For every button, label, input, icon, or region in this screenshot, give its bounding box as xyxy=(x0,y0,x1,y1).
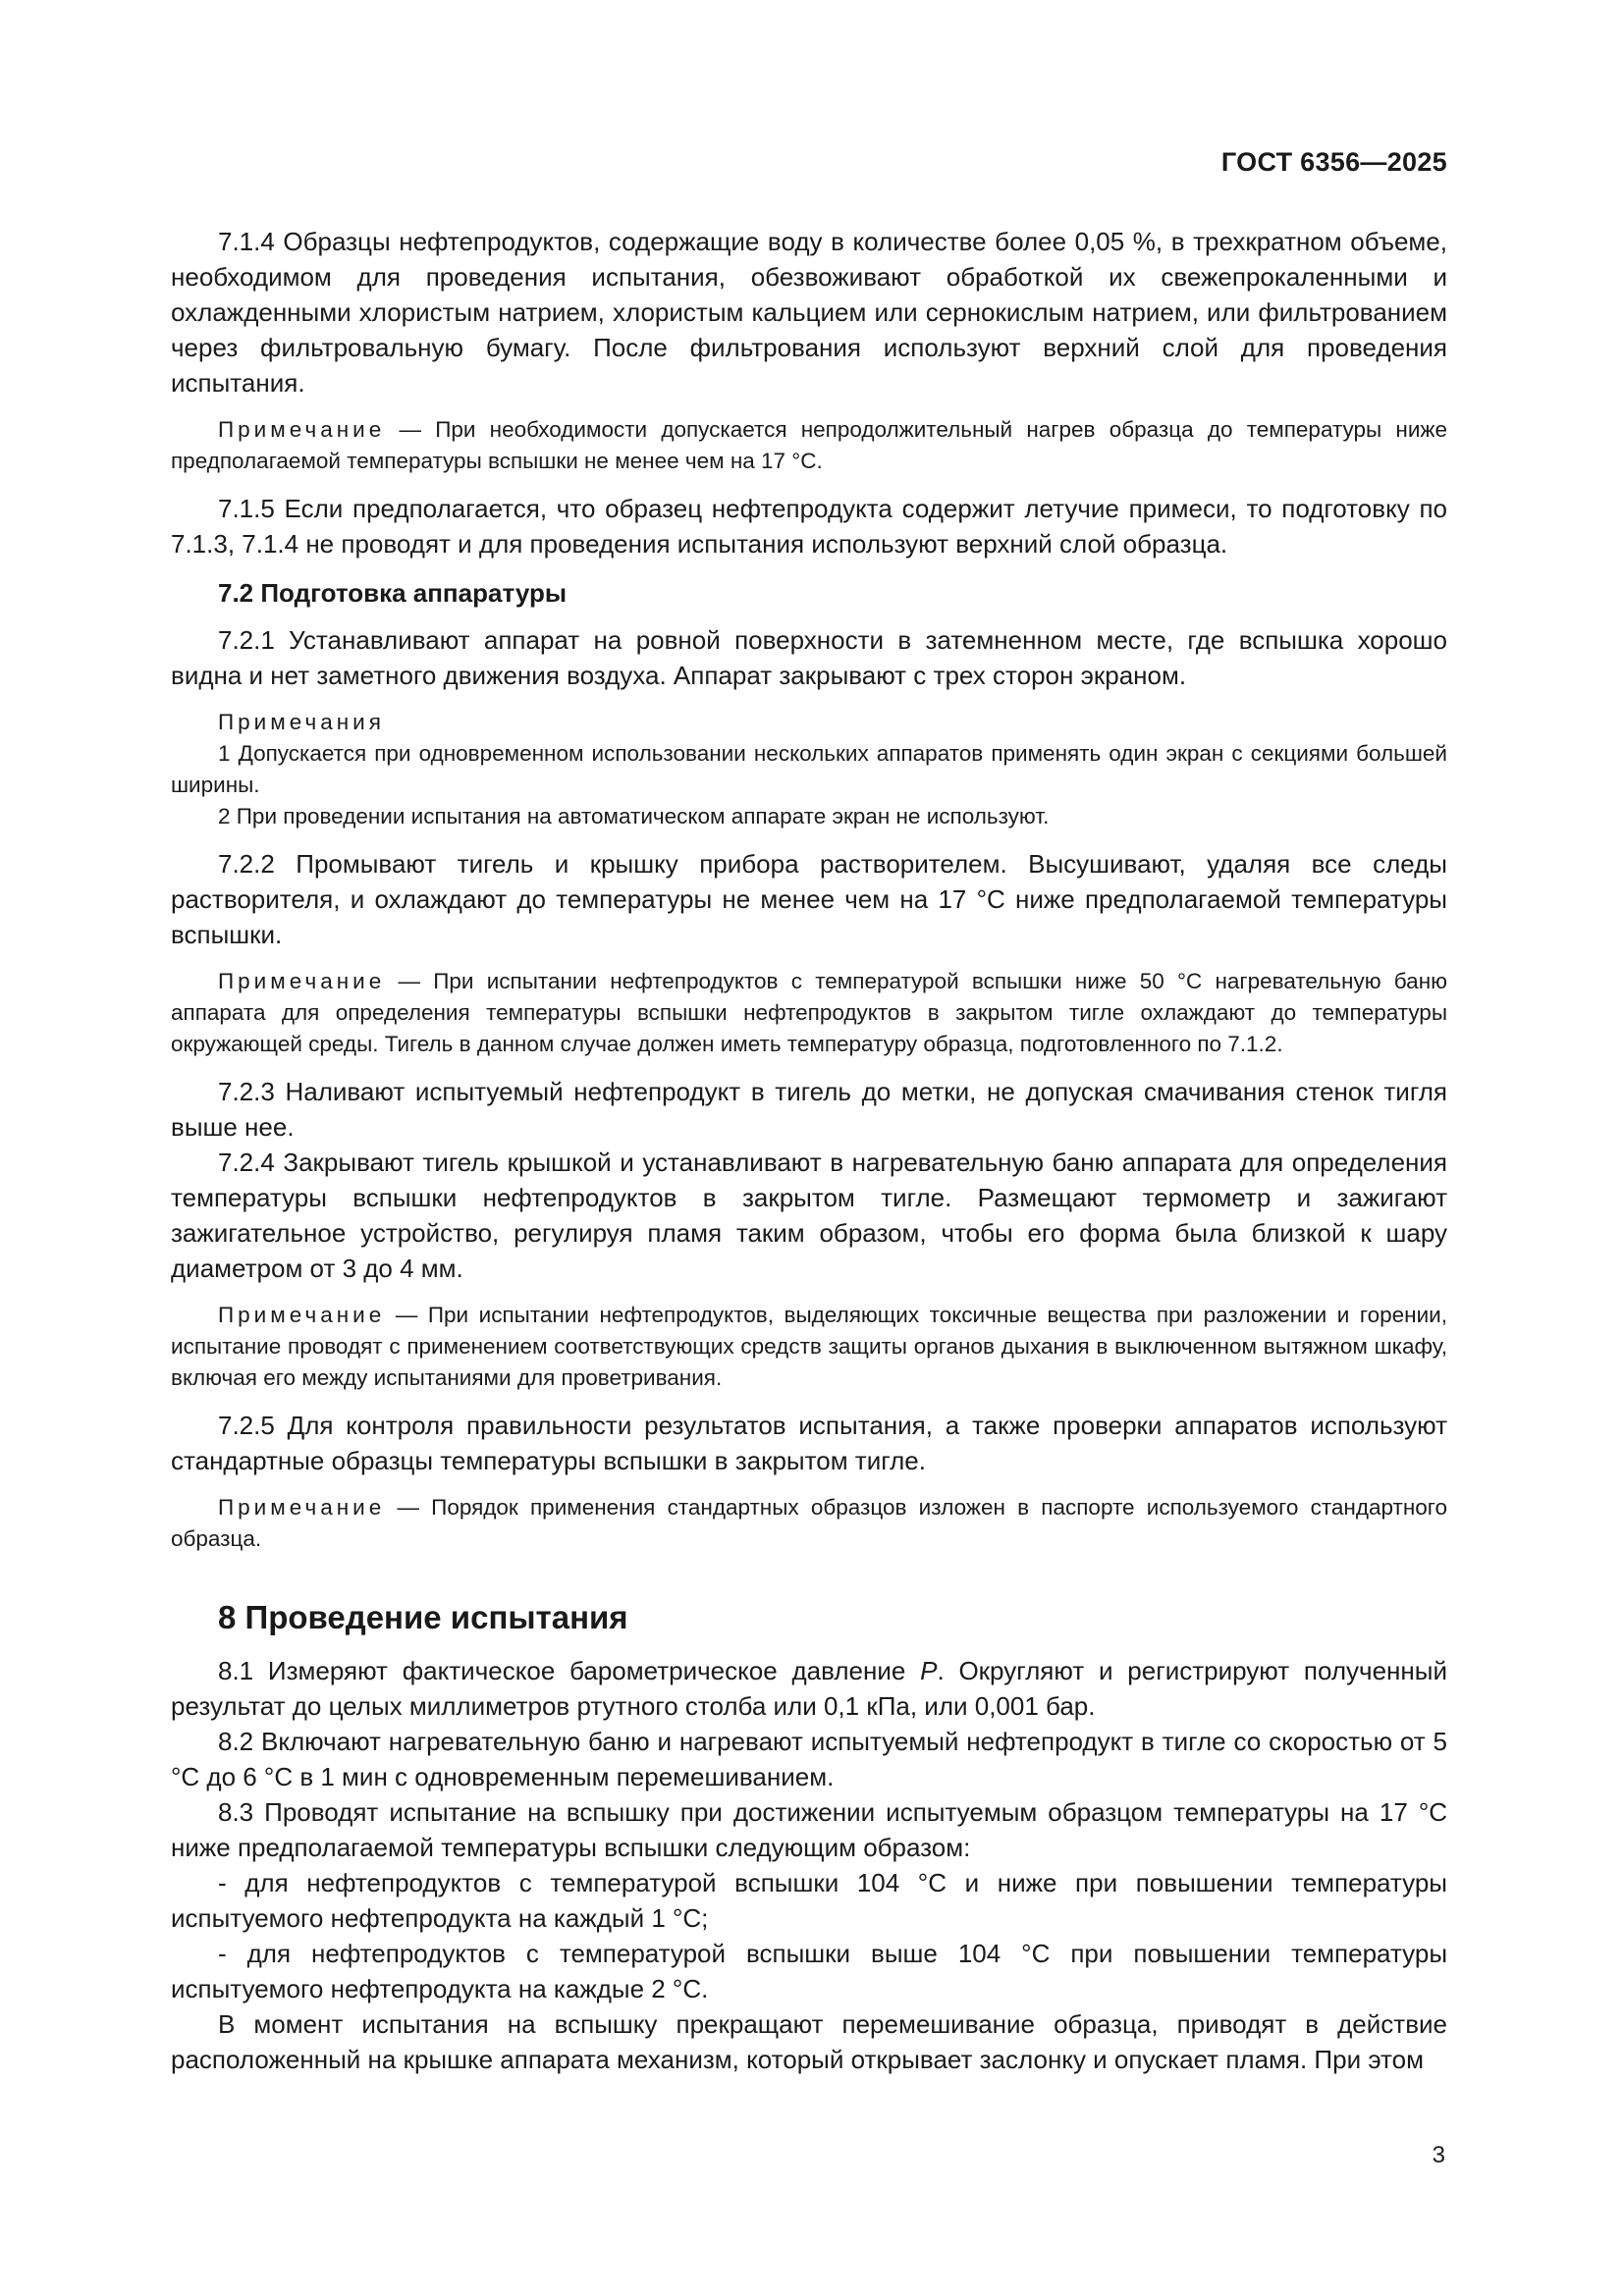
paragraph-8-3-continued: В момент испытания на вспышку прекращают перемешивание образца, приводят в действие расположенный на крышке аппарата механизм, который открывает заслонку и опускает пламя. При этом xyxy=(171,2009,1447,2074)
note-label: Примечание xyxy=(218,417,386,442)
paragraph-7-2-5: 7.2.5 Для контроля правильности результатов испытания, а также проверки аппаратов используют стандартные образцы температуры вспышки в закрытом тигле. xyxy=(171,1411,1447,1475)
note-7-2-2 xyxy=(171,966,1447,1060)
note-item: 2 При проведении испытания на автоматическом аппарате экран не используют. xyxy=(218,804,1050,828)
page-number: 3 xyxy=(1432,2142,1445,2168)
note-label: Примечание xyxy=(218,1495,386,1520)
paragraph-8-3: 8.3 Проводят испытание на вспышку при достижении испытуемым образцом температуры на 17 °С ниже предполагаемой температуры вспышки следующим образом: xyxy=(171,1797,1447,1862)
note-text: — Порядок применения стандартных образцов изложен в паспорте используемого стандартного образца. xyxy=(171,1495,1447,1551)
paragraph-8-1-start: 8.1 Измеряют фактическое барометрическое давление xyxy=(218,1656,921,1685)
note-7-2-5 xyxy=(171,1492,1447,1555)
paragraph-8-1-end: . Округляют и регистрируют полученный результат до целых миллиметров ртутного столба или 0,1 кПа, или 0,001 бар. xyxy=(171,1656,1447,1721)
note-item: 1 Допускается при одновременном использовании нескольких аппаратов применять один экран с секциями большей ширины. xyxy=(171,741,1447,797)
note-label: Примечание xyxy=(218,969,386,993)
paragraph-7-2-2: 7.2.2 Промывают тигель и крышку прибора растворителем. Высушивают, удаляя все следы растворителя, и охлаждают до температуры не менее чем на 17 °С ниже предполагаемой температуры вспышки. xyxy=(171,849,1447,949)
note-text: — При испытании нефтепродуктов, выделяющих токсичные вещества при разложении и горении, испытание проводят с применением соответствующих средств защиты органов дыхания в выключенном вытяжном шкафу, включая его между испытаниями для проветривания. xyxy=(171,1303,1447,1390)
paragraph-7-2-1: 7.2.1 Устанавливают аппарат на ровной поверхности в затемненном месте, где вспышка хорошо видна и нет заметного движения воздуха. Аппарат закрывают с трех сторон экраном. xyxy=(171,625,1447,690)
page-content xyxy=(171,224,1447,2077)
section-heading-8: 8 Проведение испытания xyxy=(218,1599,628,1635)
paragraph-7-1-4: 7.1.4 Образцы нефтепродуктов, содержащие воду в количестве более 0,05 %, в трехкратном объеме, необходимом для проведения испытания, обезвоживают обработкой их свежепрокаленными и охлажденными хлористым натрием, хлористым кальцием или сернокислым натрием, или фильтрованием через фильтровальную бумагу. После фильтрования используют верхний слой для проведения испытания. xyxy=(171,227,1447,398)
note-7-1-4 xyxy=(171,414,1447,477)
pressure-variable: P xyxy=(920,1656,938,1685)
paragraph-7-2-3: 7.2.3 Наливают испытуемый нефтепродукт в тигель до метки, не допуская смачивания стенок тигля выше нее. xyxy=(171,1077,1447,1142)
note-label: Примечание xyxy=(218,1303,386,1327)
paragraph-7-1-5: 7.1.5 Если предполагается, что образец нефтепродукта содержит летучие примеси, то подготовку по 7.1.3, 7.1.4 не проводят и для проведения испытания используют верхний слой образца. xyxy=(171,494,1447,559)
paragraph-7-2-4: 7.2.4 Закрывают тигель крышкой и устанавливают в нагревательную баню аппарата для определения температуры вспышки нефтепродуктов в закрытом тигле. Размещают термометр и зажигают зажигательное устройство, регулируя пламя таким образом, чтобы его форма была близкой к шару диаметром от 3 до 4 мм. xyxy=(171,1148,1447,1283)
note-text: — При необходимости допускается непродолжительный нагрев образца до температуры ниже предполагаемой температуры вспышки не менее чем на 17 °С. xyxy=(171,417,1447,473)
list-item: - для нефтепродуктов с температурой вспышки 104 °С и ниже при повышении температуры испытуемого нефтепродукта на каждый 1 °С; xyxy=(171,1868,1447,1933)
paragraph-8-1 xyxy=(171,1653,1447,1724)
paragraph-8-2: 8.2 Включают нагревательную баню и нагревают испытуемый нефтепродукт в тигле со скоростью от 5 °С до 6 °С в 1 мин с одновременным перемешиванием. xyxy=(171,1727,1447,1791)
note-7-2-4 xyxy=(171,1300,1447,1394)
standard-code: ГОСТ 6356—2025 xyxy=(1220,147,1447,177)
note-text: — При испытании нефтепродуктов с температурой вспышки ниже 50 °С нагревательную баню аппарата для определения температуры вспышки нефтепродуктов в закрытом тигле охлаждают до температуры окружающей среды. Тигель в данном случае должен иметь температуру образца, подготовленного по 7.1.2. xyxy=(171,969,1447,1056)
list-item: - для нефтепродуктов с температурой вспышки выше 104 °С при повышении температуры испытуемого нефтепродукта на каждые 2 °С. xyxy=(171,1939,1447,2003)
notes-title: Примечания xyxy=(218,710,385,734)
subsection-heading-7-2: 7.2 Подготовка аппаратуры xyxy=(218,578,568,608)
